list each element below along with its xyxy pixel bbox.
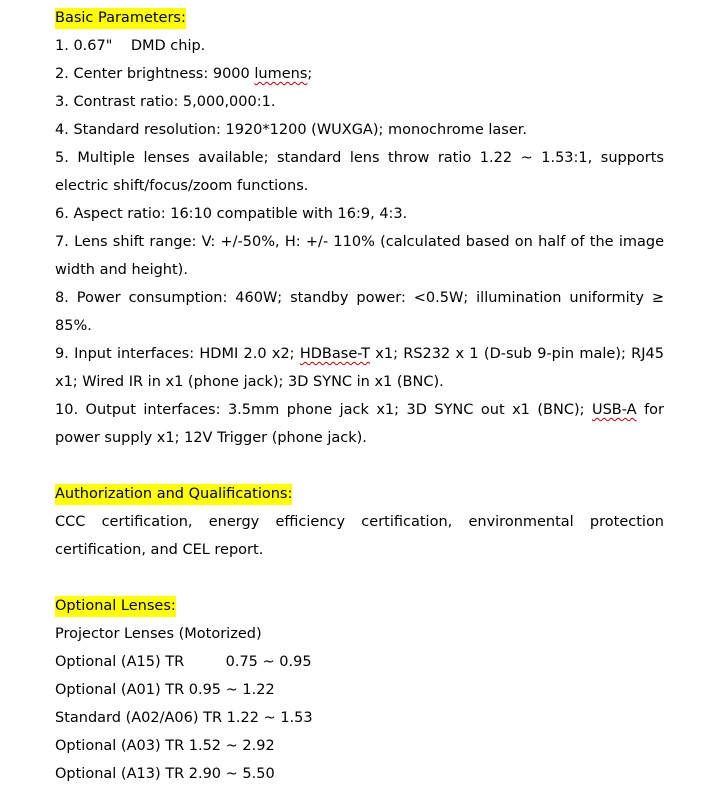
lens-item: Optional (A03) TR 1.52 ~ 2.92	[55, 738, 275, 754]
param-7: 7. Lens shift range: V: +/-50%, H: +/- 110% (calculated based on half of the image width and height).	[55, 234, 664, 278]
lenses-intro: Projector Lenses (Motorized)	[55, 626, 262, 642]
param-9-text-b: x1; RS232 x 1 (D-sub 9-pin male); RJ45 x1; Wired IR in x1 (phone jack); 3D SYNC in x1 (BNC).	[55, 346, 664, 390]
param-8: 8. Power consumption: 460W; standby power: <0.5W; illumination uniformity ≥ 85%.	[55, 290, 664, 334]
optional-lenses-heading-row	[55, 592, 664, 620]
basic-parameters-heading-row	[55, 4, 664, 32]
param-4: 4. Standard resolution: 1920*1200 (WUXGA); monochrome laser.	[55, 122, 528, 138]
param-10-text-b: for power supply x1; 12V Trigger (phone jack).	[55, 402, 665, 446]
authorization-heading-row	[55, 480, 664, 508]
authorization-heading: Authorization and Qualifications:	[55, 484, 292, 505]
param-10	[55, 396, 664, 452]
authorization-text: CCC certification, energy efficiency certification, environmental protection certification, and CEL report.	[55, 514, 664, 558]
param-2	[55, 60, 664, 88]
spacer	[55, 452, 664, 480]
lens-item: Optional (A15) TR 0.75 ~ 0.95	[55, 654, 312, 670]
lens-item: Standard (A02/A06) TR 1.22 ~ 1.53	[55, 710, 313, 726]
param-9-hdbaset: HDBase-T	[299, 346, 370, 362]
param-2-end: ;	[307, 66, 313, 82]
param-10-usba: USB-A	[591, 402, 637, 418]
param-6: 6. Aspect ratio: 16:10 compatible with 16:9, 4:3.	[55, 206, 408, 222]
spacer	[55, 564, 664, 592]
param-10-text-a: 10. Output interfaces: 3.5mm phone jack x1; 3D SYNC out x1 (BNC);	[55, 402, 592, 418]
param-9-text-a: 9. Input interfaces: HDMI 2.0 x2;	[55, 346, 300, 362]
param-2-text: 2. Center brightness: 9000	[55, 66, 255, 82]
param-5: 5. Multiple lenses available; standard lens throw ratio 1.22 ~ 1.53:1, supports electric shift/focus/zoom functions.	[55, 150, 664, 194]
param-1: 1. 0.67" DMD chip.	[55, 38, 206, 54]
param-2-lumens: lumens	[254, 66, 308, 82]
lens-item: Optional (A13) TR 2.90 ~ 5.50	[55, 766, 275, 782]
basic-parameters-heading: Basic Parameters:	[55, 8, 186, 29]
document	[55, 4, 664, 788]
param-3: 3. Contrast ratio: 5,000,000:1.	[55, 94, 276, 110]
lens-item: Optional (A01) TR 0.95 ~ 1.22	[55, 682, 275, 698]
optional-lenses-heading: Optional Lenses:	[55, 596, 176, 617]
param-9	[55, 340, 664, 396]
